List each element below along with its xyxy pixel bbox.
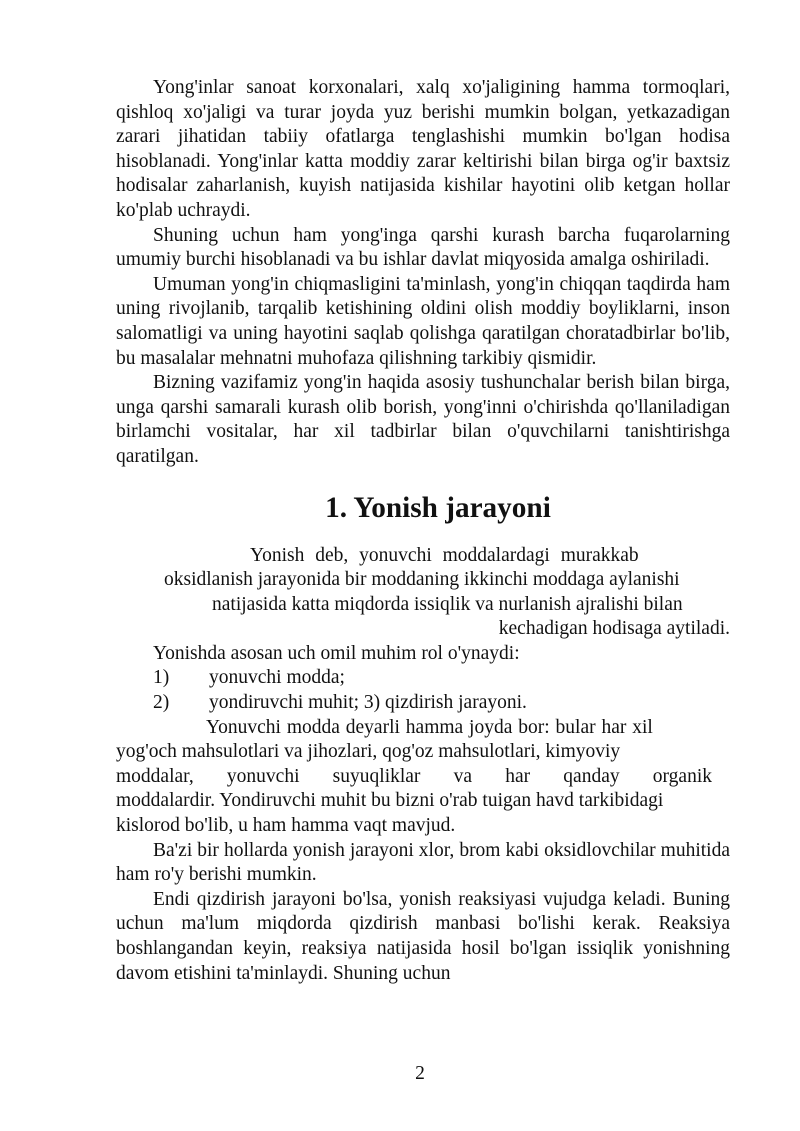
page-body [116, 76, 730, 986]
definition-block [116, 544, 730, 642]
paragraph-line: moddalar, yonuvchi suyuqliklar va har qanday organik [116, 765, 712, 787]
definition-line: Yonish deb, yonuvchi moddalardagi murakkab [250, 544, 639, 566]
page-number: 2 [415, 1063, 425, 1084]
section-heading: 1. Yonish jarayoni [325, 491, 551, 524]
definition-line: oksidlanish jarayonida bir moddaning ikkinchi moddaga aylanishi [164, 569, 680, 591]
paragraph-line: Yonuvchi modda deyarli hamma joyda bor: bular har xil [206, 716, 653, 738]
paragraph-line: moddalardir. Yondiruvchi muhit bu bizni o'rab tuigan havd tarkibidagi [116, 790, 664, 812]
list-item-number: 1) [153, 667, 170, 689]
list-item-text: yondiruvchi muhit; 3) qizdirish jarayoni. [209, 692, 527, 714]
paragraph: Endi qizdirish jarayoni bo'lsa, yonish reaksiyasi vujudga keladi. Buning uchun ma'lum miqdorda qizdirish manbasi bo'lishi kerak. Reaksiya boshlangandan keyin, reaksiya natijasida hosil bo'lgan issiqlik yonishning davom etishini ta'minlaydi. Shuning uchun [116, 888, 730, 984]
list-intro: Yonishda asosan uch omil muhim rol o'ynaydi: [153, 642, 520, 664]
paragraph: Umuman yong'in chiqmasligini ta'minlash, yong'in chiqqan taqdirda ham uning rivojlanib, tarqalib ketishining oldini olish moddiy boyliklarni, inson salomatligi va uning hayotini saqlab qolishga qaratilgan choratadbirlar bo'lib, bu masalalar mehnatni muhofaza qilishning tarkibiy qismidir. [116, 273, 730, 369]
list-item-text: yonuvchi modda; [209, 667, 345, 689]
paragraph: Ba'zi bir hollarda yonish jarayoni xlor, brom kabi oksidlovchilar muhitida ham ro'y berishi mumkin. [116, 839, 730, 886]
definition-line: kechadigan hodisaga aytiladi. [498, 618, 730, 640]
list-item [116, 666, 730, 691]
list-item [116, 691, 730, 716]
paragraph: Yong'inlar sanoat korxonalari, xalq xo'jaligining hamma tormoqlari, qishloq xo'jaligi va turar joyda yuz berishi mumkin bolgan, yetkazadigan zarari jihatidan tabiiy ofatlarga tenglashishi mumkin bo'lgan hodisa hisoblanadi. Yong'inlar katta moddiy zarar keltirishi bilan birga og'ir baxtsiz hodisalar zaharlanish, kuyish natijasida kishilar hayotini olib ketgan hollar ko'plab uchraydi. [116, 77, 730, 221]
definition-line: natijasida katta miqdorda issiqlik va nurlanish ajralishi bilan [212, 593, 683, 615]
paragraph: Bizning vazifamiz yong'in haqida asosiy tushunchalar berish bilan birga, unga qarshi samarali kurash olib borish, yong'inni o'chirishda qo'llaniladigan birlamchi vositalar, har xil tadbirlar bilan o'quvchilarni tanishtirishga qaratilgan. [116, 372, 730, 467]
paragraph-line: yog'och mahsulotlari va jihozlari, qog'oz mahsulotlari, kimyoviy [116, 741, 621, 763]
paragraph: Shuning uchun ham yong'inga qarshi kurash barcha fuqarolarning umumiy burchi hisoblanadi va bu ishlar davlat miqyosida amalga oshiriladi. [116, 224, 730, 271]
combustible-paragraph [116, 716, 730, 839]
paragraph-line: kislorod bo'lib, u ham hamma vaqt mavjud. [116, 815, 456, 837]
list-item-number: 2) [153, 692, 170, 714]
